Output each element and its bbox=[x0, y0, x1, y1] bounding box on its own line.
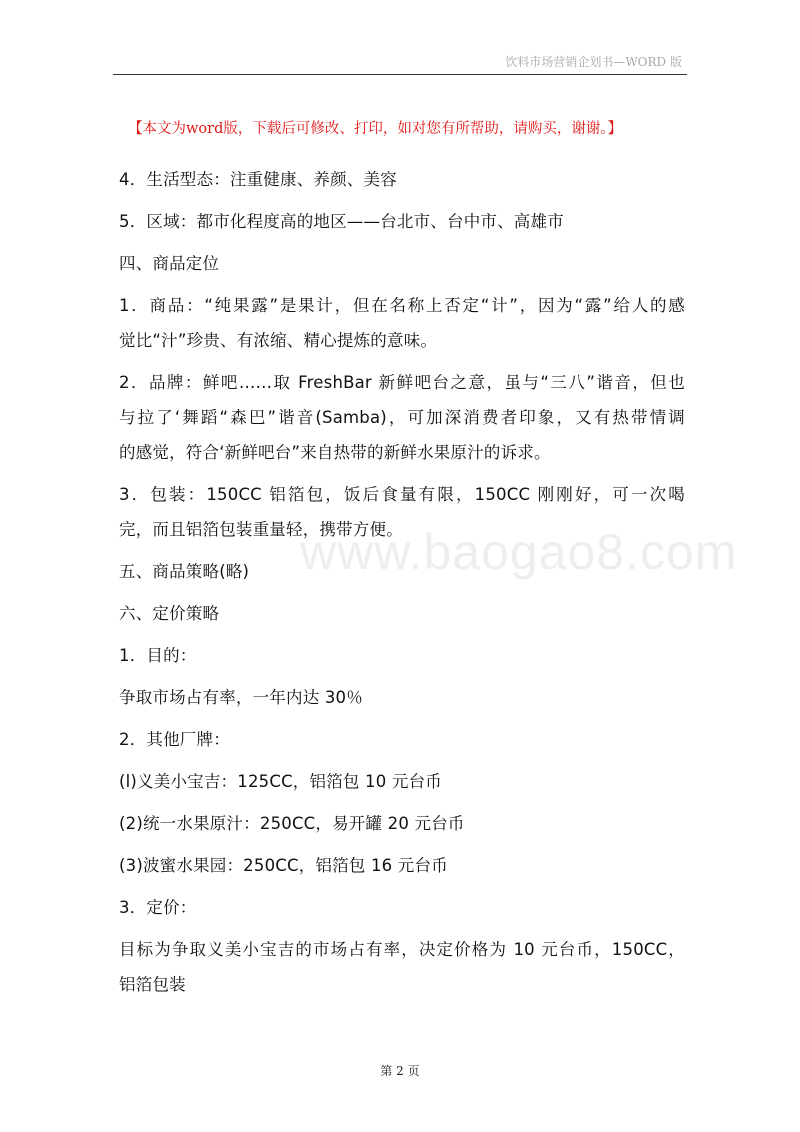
body-line: 4．生活型态：注重健康、养颜、美容 bbox=[119, 170, 397, 189]
body-line: (2)统一水果原汁：250CC，易开罐 20 元台币 bbox=[119, 814, 465, 833]
body-line: 3．定价： bbox=[119, 898, 197, 917]
watermark-text: www.baogao8.com bbox=[300, 524, 738, 580]
purchase-notice: 【本文为word版，下载后可修改、打印，如对您有所帮助，请购买，谢谢。】 bbox=[128, 121, 623, 137]
header-title: 饮料市场营销企划书—WORD 版 bbox=[505, 55, 682, 69]
body-line: 3．包装：150CC 铝箔包，饭后食量有限，150CC 刚刚好，可一次喝 bbox=[119, 485, 685, 504]
body-line: 1．商品：“纯果露”是果计，但在名称上否定“计”，因为“露”给人的感 bbox=[119, 296, 685, 315]
section-heading: 四、商品定位 bbox=[119, 254, 220, 273]
section-heading: 五、商品策略(略) bbox=[119, 562, 250, 581]
body-line: 觉比“汁”珍贵、有浓缩、精心提炼的意味。 bbox=[119, 331, 438, 350]
body-line: 目标为争取义美小宝吉的市场占有率，决定价格为 10 元台币，150CC， bbox=[119, 940, 685, 959]
body-line: 1．目的： bbox=[119, 646, 197, 665]
page-number: 第 2 页 bbox=[380, 1064, 420, 1078]
body-line: 的感觉，符合‘新鲜吧台”来自热带的新鲜水果原汁的诉求。 bbox=[119, 443, 551, 462]
section-heading: 六、定价策略 bbox=[119, 604, 220, 623]
body-line: 完，而且铝箔包装重量轻，携带方便。 bbox=[119, 520, 403, 539]
body-line: 铝箔包装 bbox=[119, 975, 186, 994]
document-body bbox=[119, 168, 685, 1015]
body-line: 5．区域：都市化程度高的地区——台北市、台中市、高雄市 bbox=[119, 212, 564, 231]
body-line: 争取市场占有率，一年内达 30％ bbox=[119, 688, 363, 707]
header-divider bbox=[113, 74, 687, 75]
body-line: (3)波蜜水果园：250CC，铝箔包 16 元台币 bbox=[119, 856, 448, 875]
body-line: 与拉了‘舞蹈“森巴”谐音(Samba)，可加深消费者印象，又有热带情调 bbox=[119, 408, 685, 427]
body-line: 2．品牌：鲜吧……取 FreshBar 新鲜吧台之意，虽与“三八”谐音，但也 bbox=[119, 373, 685, 392]
body-line: (l)义美小宝吉：125CC，铝箔包 10 元台币 bbox=[119, 772, 442, 791]
body-line: 2．其他厂牌： bbox=[119, 730, 230, 749]
